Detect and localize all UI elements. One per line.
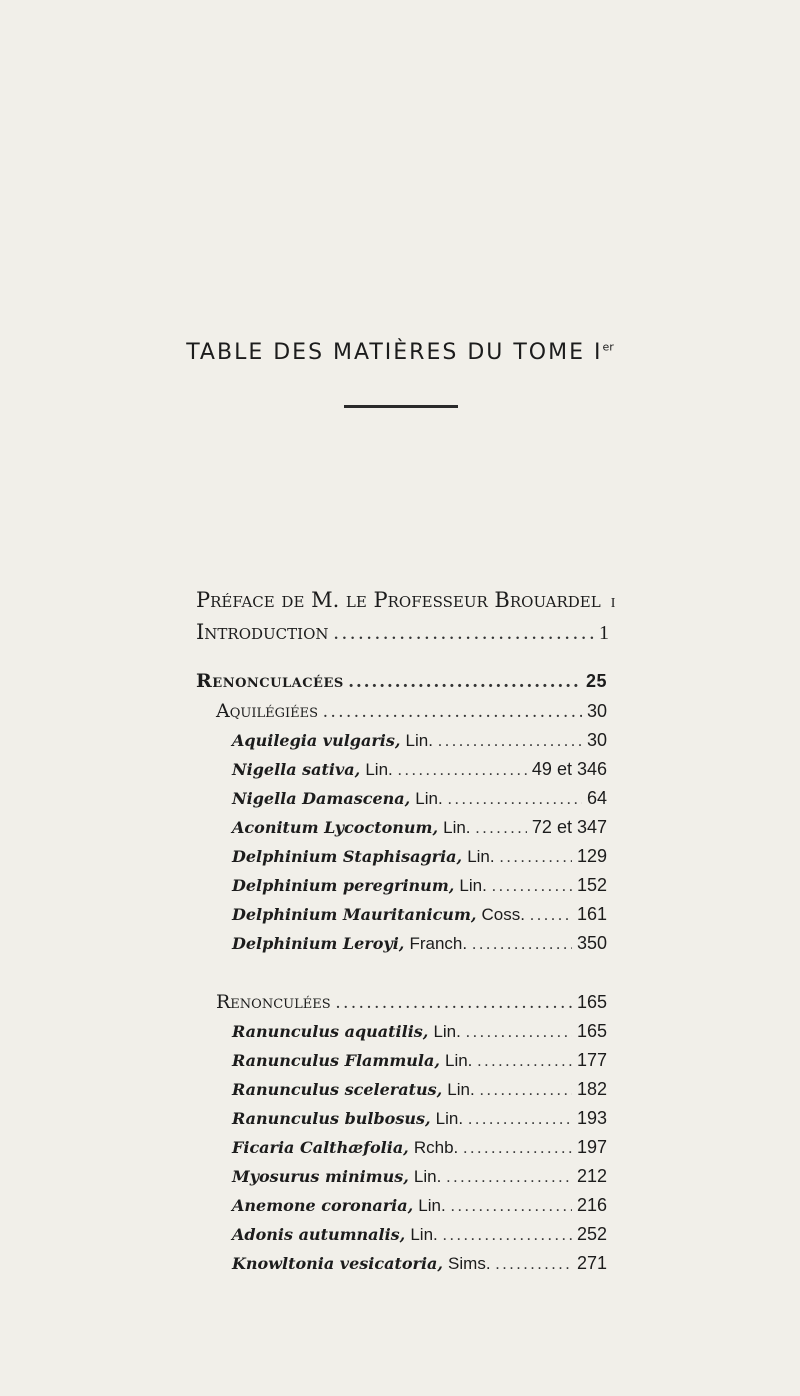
species-author: Lin. (365, 760, 393, 779)
species-name: Nigella Damascena, (232, 789, 411, 808)
entry-page: 252 (576, 1224, 607, 1244)
toc-entry-species (232, 1021, 607, 1047)
entry-page: i (610, 590, 616, 612)
toc-entry-species (232, 875, 607, 901)
species-name: Ranunculus aquatilis, (232, 1022, 429, 1041)
entry-page: 350 (576, 933, 607, 953)
leader-dots (448, 791, 582, 809)
entry-page: 30 (586, 730, 607, 750)
species-name: Delphinium Staphisagria, (232, 847, 463, 866)
species-name: Knowltonia vesicatoria, (232, 1254, 443, 1273)
toc-entry-species (232, 1195, 607, 1221)
toc-entry-species (232, 846, 607, 872)
leader-dots (451, 1198, 572, 1216)
species-author: Lin. (433, 1022, 461, 1041)
leader-dots (443, 1227, 572, 1245)
entry-page: 271 (576, 1253, 607, 1273)
species-author: Lin. (447, 1080, 475, 1099)
leader-dots (496, 1256, 572, 1274)
entry-label: Aquilégiées (216, 700, 318, 722)
entry-page: 49 et 346 (531, 759, 607, 779)
toc-entry-species (232, 730, 607, 756)
toc-entry-species (232, 1137, 607, 1163)
species-name: Myosurus minimus, (232, 1167, 409, 1186)
entry-label: Renonculées (216, 991, 331, 1013)
species-name: Aquilegia vulgaris, (232, 731, 401, 750)
leader-dots (336, 992, 572, 1014)
species-author: Rchb. (413, 1138, 459, 1157)
title-rule (344, 405, 458, 408)
entry-page: 30 (586, 701, 607, 721)
entry-label: Préface de M. le Professeur Brouardel (196, 588, 601, 612)
page-title (0, 340, 800, 365)
species-author: Lin. (435, 1109, 464, 1128)
page-title-text: TABLE DES MATIÈRES DU TOME I (186, 340, 603, 365)
entry-page: 177 (576, 1050, 607, 1070)
entry-page: 165 (576, 1021, 607, 1041)
leader-dots (480, 1082, 572, 1100)
species-name: Delphinium peregrinum, (232, 876, 455, 895)
leader-dots (463, 1140, 572, 1158)
entry-page: 197 (576, 1137, 607, 1157)
entry-page: 161 (576, 904, 607, 924)
entry-page: 1 (599, 622, 609, 644)
species-name: Ranunculus Flammula, (232, 1051, 440, 1070)
leader-dots (438, 733, 582, 751)
species-name: Ranunculus bulbosus, (232, 1109, 431, 1128)
leader-dots (349, 671, 581, 693)
toc-entry-tribe (216, 700, 607, 726)
species-name: Adonis autumnalis, (232, 1225, 406, 1244)
species-author: Lin. (415, 789, 443, 808)
leader-dots (398, 762, 527, 780)
leader-dots (323, 701, 582, 723)
species-author: Lin. (443, 818, 471, 837)
species-author: Lin. (445, 1051, 473, 1070)
toc-entry-preface (196, 588, 616, 614)
species-name: Delphinium Mauritanicum, (232, 905, 477, 924)
toc-entry-species (232, 1108, 607, 1134)
species-author: Lin. (459, 876, 487, 895)
leader-dots (468, 1111, 572, 1129)
entry-page: 25 (585, 671, 607, 691)
species-author: Lin. (413, 1167, 442, 1186)
species-author: Lin. (410, 1225, 438, 1244)
toc-entry-species (232, 933, 607, 959)
toc-entry-family (196, 670, 607, 696)
species-name: Delphinium Leroyi, (232, 934, 405, 953)
entry-page: 165 (576, 992, 607, 1012)
entry-label: Introduction (196, 620, 329, 644)
leader-dots (530, 907, 572, 925)
entry-page: 193 (576, 1108, 607, 1128)
species-name: Anemone coronaria, (232, 1196, 414, 1215)
entry-page: 212 (576, 1166, 607, 1186)
entry-page: 72 et 347 (531, 817, 607, 837)
entry-page: 216 (576, 1195, 607, 1215)
entry-page: 152 (576, 875, 607, 895)
toc-entry-species (232, 759, 607, 785)
leader-dots (492, 878, 572, 896)
toc-entry-tribe (216, 991, 607, 1017)
leader-dots (477, 1053, 572, 1071)
species-author: Sims. (448, 1254, 491, 1273)
toc-entry-species (232, 788, 607, 814)
entry-label: Renonculacées (196, 670, 344, 692)
species-author: Coss. (481, 905, 525, 924)
species-author: Lin. (405, 731, 433, 750)
leader-dots (472, 936, 572, 954)
species-author: Lin. (467, 847, 495, 866)
species-author: Franch. (409, 934, 468, 953)
leader-dots (466, 1024, 572, 1042)
toc-entry-species (232, 1253, 607, 1279)
species-name: Nigella sativa, (232, 760, 361, 779)
toc-entry-species (232, 1224, 607, 1250)
page-title-superscript: er (602, 340, 614, 354)
entry-page: 129 (576, 846, 607, 866)
species-name: Ficaria Calthæfolia, (232, 1138, 409, 1157)
leader-dots (446, 1169, 572, 1187)
toc-entry-species (232, 1166, 607, 1192)
toc-entry-species (232, 904, 607, 930)
leader-dots (500, 849, 572, 867)
toc-entry-species (232, 1050, 607, 1076)
leader-dots (476, 820, 527, 838)
toc-entry-species (232, 1079, 607, 1105)
species-name: Ranunculus sceleratus, (232, 1080, 443, 1099)
toc-entry-introduction (196, 620, 609, 646)
entry-page: 64 (586, 788, 607, 808)
leader-dots (334, 620, 594, 645)
species-author: Lin. (418, 1196, 446, 1215)
toc-entry-species (232, 817, 607, 843)
entry-page: 182 (576, 1079, 607, 1099)
species-name: Aconitum Lycoctonum, (232, 818, 439, 837)
